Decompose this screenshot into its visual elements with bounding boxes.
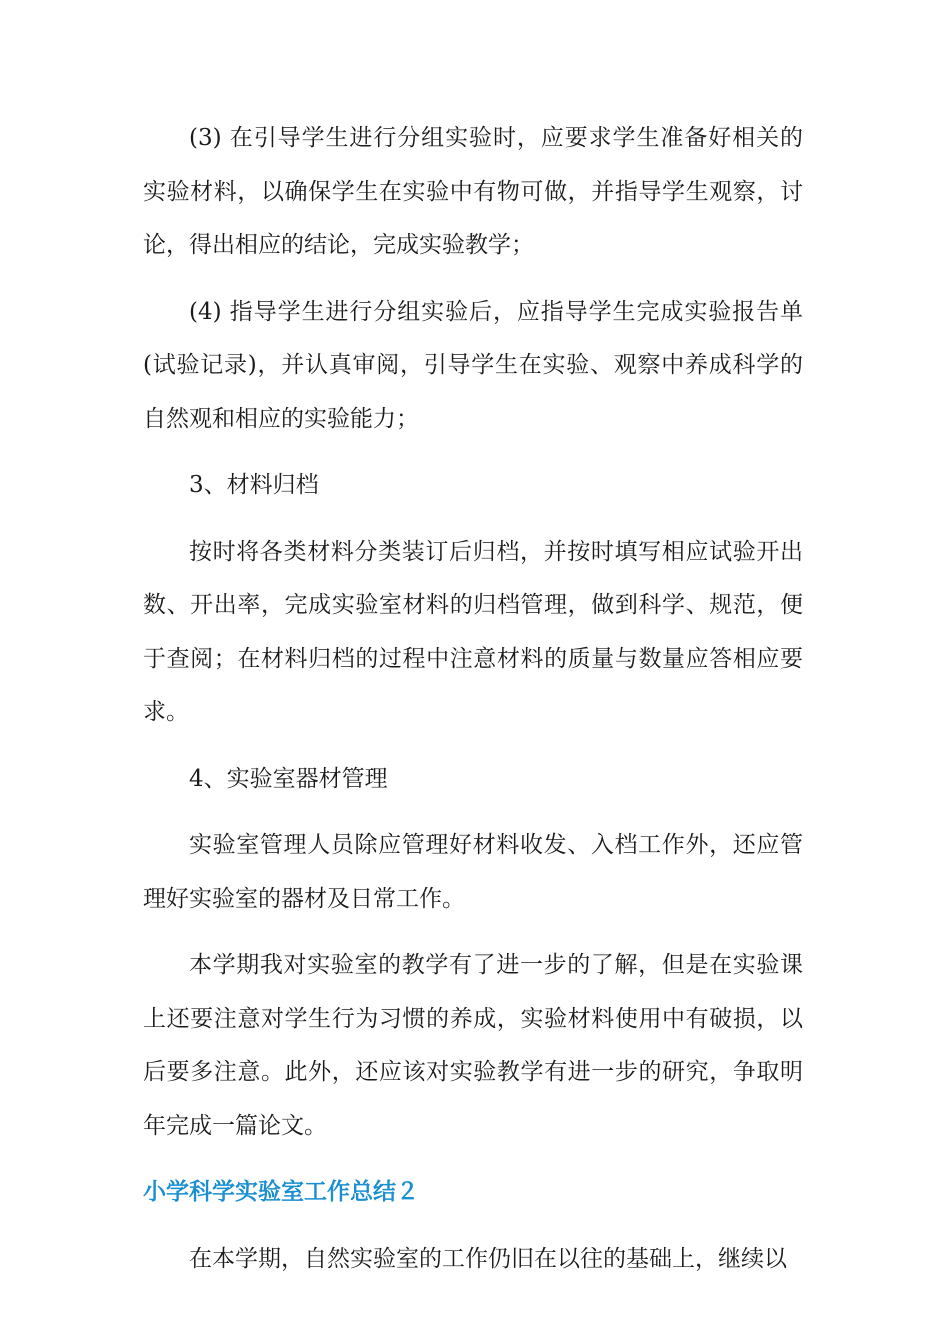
paragraph-material-archiving: 按时将各类材料分类装订后归档，并按时填写相应试验开出数、开出率，完成实验室材料的归档管理，做到科学、规范，便于查阅；在材料归档的过程中注意材料的质量与数量应答相应要求。 [143,538,803,725]
paragraph-step-4: (4) 指导学生进行分组实验后，应指导学生完成实验报告单(试验记录)，并认真审阅，引导学生在实验、观察中养成科学的自然观和相应的实验能力； [143,298,803,432]
section-title: 小学科学实验室工作总结２ [143,1179,419,1205]
paragraph-step-3: (3) 在引导学生进行分组实验时，应要求学生准备好相关的实验材料，以确保学生在实验中有物可做，并指导学生观察，讨论，得出相应的结论，完成实验教学； [143,125,803,258]
paragraph-equipment-management: 实验室管理人员除应管理好材料收发、入档工作外，还应管理好实验室的器材及日常工作。 [143,832,803,912]
paragraph-semester-summary: 本学期我对实验室的教学有了进一步的了解，但是在实验课上还要注意对学生行为习惯的养成，实验材料使用中有破损，以后要多注意。此外，还应该对实验教学有进一步的研究，争取明年完成一篇论文。 [143,952,803,1139]
document-page [143,112,803,1286]
subheading-equipment-management: 4、实验室器材管理 [189,765,388,792]
subheading-material-archiving: 3、材料归档 [189,472,319,498]
section-first-paragraph: 在本学期，自然实验室的工作仍旧在以往的基础上，继续以 [189,1245,787,1272]
